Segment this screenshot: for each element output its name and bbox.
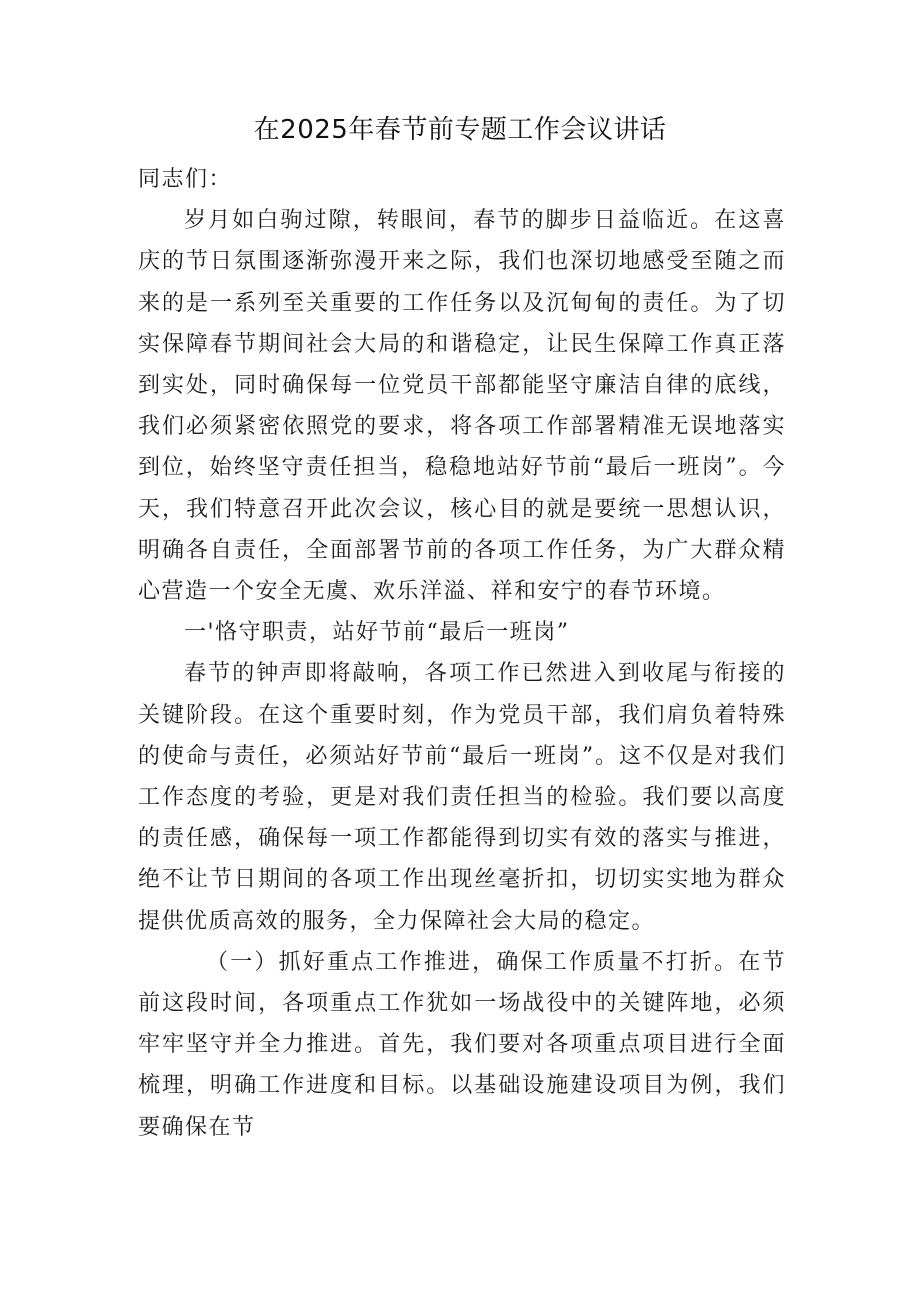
salutation: 同志们： (138, 167, 233, 192)
section-heading-1: 一'恪守职责，站好节前“最后一班岗” (184, 620, 570, 646)
document-body (138, 150, 786, 1148)
paragraph-section-1: 春节的钟声即将敲响，各项工作已然进入到收尾与衔接的关键阶段。在这个重要时刻，作为党员干部，我们肩负着特殊的使命与责任，必须站好节前“最后一班岗”。这不仅是对我们工作态度的考验，更是对我们责任担当的检验。我们要以高度的责任感，确保每一项工作都能得到切实有效的落实与推进，绝不让节日期间的各项工作出现丝毫折扣，切切实实地为群众提供优质高效的服务，全力保障社会大局的稳定。 (138, 661, 786, 934)
paragraph-intro: 岁月如白驹过隙，转眼间，春节的脚步日益临近。在这喜庆的节日氛围逐渐弥漫开来之际，我们也深切地感受至随之而来的是一系列至关重要的工作任务以及沉甸甸的责任。为了切实保障春节期间社会大局的和谐稳定，让民生保障工作真正落到实处，同时确保每一位党员干部都能坚守廉洁自律的底线，我们必须紧密依照党的要求，将各项工作部署精准无误地落实到位，始终坚守责任担当，稳稳地站好节前“最后一班岗”。今天，我们特意召开此次会议，核心目的就是要统一思想认识，明确各自责任，全面部署节前的各项工作任务，为广大群众精心营造一个安全无虞、欢乐洋溢、祥和安宁的春节环境。 (138, 208, 786, 605)
paragraph-subsection-1: （一）抓好重点工作推进，确保工作质量不打折。在节前这段时间，各项重点工作犹如一场战役中的关键阵地，必须牢牢坚守并全力推进。首先，我们要对各项重点项目进行全面梳理，明确工作进度和目标。以基础设施建设项目为例，我们要确保在节 (138, 949, 786, 1140)
page-title: 在2025年春节前专题工作会议讲话 (253, 115, 667, 145)
